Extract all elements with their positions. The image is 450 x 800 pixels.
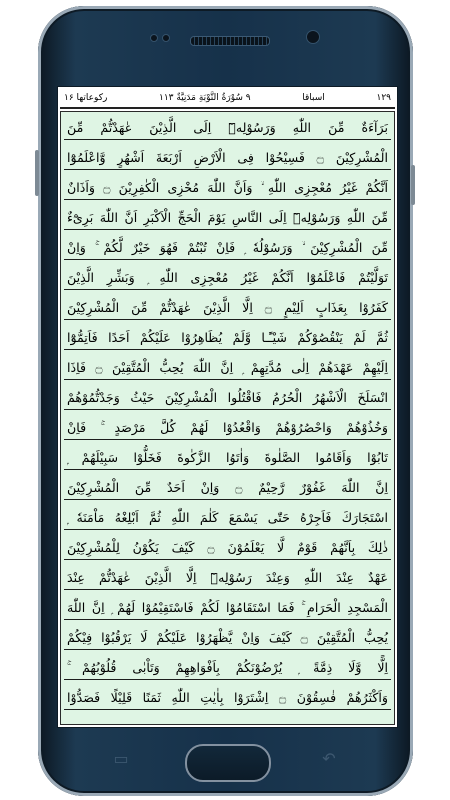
- light-sensor: [162, 34, 170, 42]
- verse-line: بَرَآءَةٌ مِّنَ اللّٰهِ وَرَسُوْلِهٖٓ اِلَى الَّذِيْنَ عٰهَدْتُّمْ مِّنَ: [64, 115, 391, 140]
- verse-line: مِّنَ اللّٰهِ وَرَسُوْلِهٖٓ اِلَى النَّاسِ يَوْمَ الْحَجِّ الْاَكْبَرِ اَنَّ اللّٰهَ بَرِیْٓءٌ: [64, 205, 391, 230]
- surah-title: ۹ سُوْرَةُ التَّوْبَةِ مَدَنِيَّةٌ ۱۱۳: [159, 93, 251, 103]
- verse-line: يُحِبُّ الْمُتَّقِيْنَ ۝ كَيْفَ وَاِنْ يَّظْهَرُوْا عَلَيْكُمْ لَا يَرْقُبُوْا فِيْكُمْ: [64, 625, 391, 650]
- home-button[interactable]: [185, 744, 271, 782]
- verse-line: وَخُذُوْهُمْ وَاحْصُرُوْهُمْ وَاقْعُدُوْا لَهُمْ كُلَّ مَرْصَدٍ ۚ فَاِنْ: [64, 415, 391, 440]
- verse-line: مِّنَ الْمُشْرِكِيْنَ ۙ وَرَسُوْلُهٗ ۭ فَاِنْ تُبْتُمْ فَهُوَ خَيْرٌ لَّكُمْ ۚ وَاِنْ: [64, 235, 391, 260]
- verse-line: اسْتَجَارَكَ فَاَجِرْهُ حَتّٰى يَسْمَعَ كَلٰمَ اللّٰهِ ثُمَّ اَبْلِغْهُ مَاْمَنَهٗ ۭ: [64, 505, 391, 530]
- verse-line: اِلًّا وَّلَا ذِمَّةً ۭ يُرْضُوْنَكُمْ بِاَفْوَاهِهِمْ وَتَاْبٰى قُلُوْبُهُمْ ۚ: [64, 655, 391, 680]
- verse-line: كَفَرُوْا بِعَذَابٍ اَلِيْمٍ ۝ اِلَّا الَّذِيْنَ عٰهَدْتُّمْ مِّنَ الْمُشْرِكِيْنَ: [64, 295, 391, 320]
- verse-line: اَنَّكُمْ غَيْرُ مُعْجِزِى اللّٰهِ ۙ وَاَنَّ اللّٰهَ مُخْزِى الْكٰفِرِيْنَ ۝ وَاَذَانٌ: [64, 175, 391, 200]
- verse-line: الْمَسْجِدِ الْحَرَامِ ۚ فَمَا اسْتَقَامُوْا لَكُمْ فَاسْتَقِيْمُوْا لَهُمْ ۭ اِنَّ اللّٰهَ: [64, 595, 391, 620]
- recent-apps-icon[interactable]: ▭: [113, 749, 129, 768]
- page-number: ۱۲۹: [376, 93, 391, 103]
- page-header: [60, 89, 395, 109]
- app-screen: [57, 86, 398, 728]
- front-camera-icon: [306, 30, 320, 44]
- verse-line: تَوَلَّيْتُمْ فَاعْلَمُوْٓا اَنَّكُمْ غَيْرُ مُعْجِزِى اللّٰهِ ۭ وَبَشِّرِ الَّذِيْنَ: [64, 265, 391, 290]
- verse-line: اِنَّ اللّٰهَ غَفُوْرٌ رَّحِيْمٌ ۝ وَاِنْ اَحَدٌ مِّنَ الْمُشْرِكِيْنَ: [64, 475, 391, 500]
- verse-line: تَابُوْا وَاَقَامُوا الصَّلٰوةَ وَاٰتَوُا الزَّكٰوةَ فَخَلُّوْا سَبِيْلَهُمْ ۭ: [64, 445, 391, 470]
- power-button[interactable]: [411, 165, 415, 205]
- earpiece-speaker: [190, 36, 270, 46]
- phone-frame: [38, 6, 413, 796]
- verse-line: اِلَيْهِمْ عَهْدَهُمْ اِلٰى مُدَّتِهِمْ ۭ اِنَّ اللّٰهَ يُحِبُّ الْمُتَّقِيْنَ ۝ فَاِذَا: [64, 355, 391, 380]
- quran-page[interactable]: [60, 111, 395, 725]
- verse-line: انْسَلَخَ الْاَشْهُرُ الْحُرُمُ فَاقْتُلُوا الْمُشْرِكِيْنَ حَيْثُ وَجَدْتُّمُوْهُمْ: [64, 385, 391, 410]
- verse-line: وَاَكْثَرُهُمْ فٰسِقُوْنَ ۝ اِشْتَرَوْا بِاٰيٰتِ اللّٰهِ ثَمَنًا قَلِيْلًا فَصَدُّوْا: [64, 685, 391, 710]
- para-label: اسباقا: [302, 93, 325, 103]
- back-icon[interactable]: ↶: [322, 749, 336, 768]
- ruku-count: رکوعاتھا ۱۶: [64, 93, 108, 103]
- verse-line: الْمُشْرِكِيْنَ ۝ فَسِيْحُوْا فِى الْاَرْضِ اَرْبَعَةَ اَشْهُرٍ وَّاعْلَمُوْٓا: [64, 145, 391, 170]
- proximity-sensor: [150, 34, 158, 42]
- volume-button[interactable]: [35, 150, 39, 196]
- verse-line: ذٰلِكَ بِاَنَّهُمْ قَوْمٌ لَّا يَعْلَمُوْنَ ۝ كَيْفَ يَكُوْنُ لِلْمُشْرِكِيْنَ: [64, 535, 391, 560]
- verse-line: ثُمَّ لَمْ يَنْقُصُوْكُمْ شَيْـًٔـا وَّلَمْ يُظَاهِرُوْا عَلَيْكُمْ اَحَدًا فَاَتِمُّوْٓا: [64, 325, 391, 350]
- verse-line: عَهْدٌ عِنْدَ اللّٰهِ وَعِنْدَ رَسُوْلِهٖٓ اِلَّا الَّذِيْنَ عٰهَدْتُّمْ عِنْدَ: [64, 565, 391, 590]
